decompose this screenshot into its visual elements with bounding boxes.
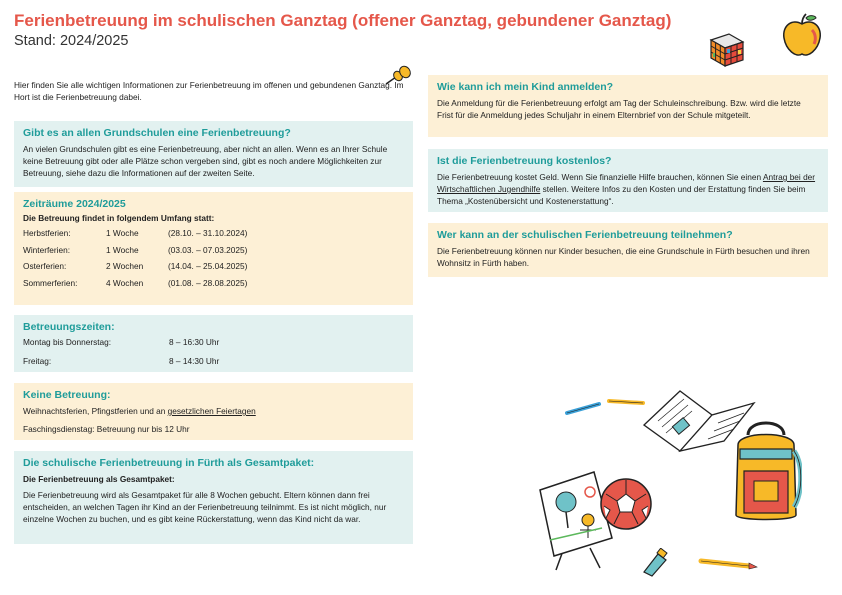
ball-icon [598, 476, 654, 532]
ferien-dates: (28.10. – 31.10.2024) [168, 228, 248, 238]
ferien-duration: 1 Woche [106, 244, 139, 255]
grundschulen-text: An vielen Grundschulen gibt es eine Ferienbetreuung, aber nicht an allen. Wenn es an Ihrer Schule keine Betreuung gibt oder alle Plätze schon vergeben sind, gibt es noch andere Möglichkeiten zur Betreuung, siehe dazu die Informationen auf der zweiten Seite. [23, 144, 388, 178]
ferien-dates: (03.03. – 07.03.2025) [168, 244, 248, 255]
ferien-row-sommer [23, 275, 404, 292]
ferien-row-oster [23, 258, 404, 275]
ferien-name: Sommerferien: [23, 277, 78, 288]
paint-tube-icon [640, 548, 670, 578]
gesamtpaket-box [14, 451, 413, 544]
ferien-row-herbst [23, 225, 404, 242]
keine-line2: Faschingsdienstag: Betreuung nur bis 12 Uhr [23, 424, 190, 434]
jugendhilfe-link[interactable]: Antrag bei der Wirtschaftlichen Jugendhilfe [437, 172, 816, 194]
ferien-duration: 4 Wochen [106, 277, 144, 288]
pencil-icon [697, 556, 759, 572]
kosten-heading: Ist die Ferienbetreuung kostenlos? [437, 155, 612, 167]
apple-icon [778, 12, 826, 60]
zeitraeume-subheading: Die Betreuung findet in folgendem Umfang statt: [23, 213, 215, 223]
teilnehmen-text: Die Ferienbetreuung können nur Kinder besuchen, die eine Grundschule in Fürth besuchen und ihren Wohnsitz in Fürth haben. [437, 246, 810, 268]
ferien-name: Herbstferien: [23, 228, 71, 238]
zeiten-days: Montag bis Donnerstag: [23, 337, 112, 347]
betreuungszeiten-box [14, 315, 413, 372]
backpack-icon [730, 415, 802, 525]
zeiten-time: 8 – 14:30 Uhr [169, 355, 220, 366]
ferien-dates: (01.08. – 28.08.2025) [168, 277, 248, 288]
kosten-box [428, 149, 828, 212]
page-title: Ferienbetreuung im schulischen Ganztag (offener Ganztag, gebundener Ganztag) [14, 11, 672, 30]
zeiten-time: 8 – 16:30 Uhr [169, 337, 220, 347]
betreuungszeiten-heading: Betreuungszeiten: [23, 321, 115, 333]
anmelden-heading: Wie kann ich mein Kind anmelden? [437, 81, 614, 93]
zeiten-days: Freitag: [23, 355, 52, 366]
zeitraeume-box [14, 192, 413, 305]
grundschulen-heading: Gibt es an allen Grundschulen eine Ferienbetreuung? [23, 127, 291, 139]
anmelden-text: Die Anmeldung für die Ferienbetreuung erfolgt am Tag der Schuleinschreibung. Bzw. wird die letzte Frist für die Anmeldung jedes Schuljahr in einem Elternbrief von der Schule mitgeteilt. [437, 98, 801, 120]
pencil-icon [565, 395, 647, 417]
feiertage-link[interactable]: gesetzlichen Feiertagen [167, 406, 256, 416]
keine-line1: Weihnachtsferien, Pfingstferien und an gesetzlichen Feiertagen [23, 406, 256, 416]
rubiks-cube-icon [707, 32, 747, 68]
intro-text: Hier finden Sie alle wichtigen Informationen zur Ferienbetreuung im offenen und gebundenen Ganztag. Im Hort ist die Ferienbetreuung dabei. [14, 80, 404, 102]
ferien-name: Osterferien: [23, 261, 67, 271]
gesamtpaket-heading: Die schulische Ferienbetreuung in Fürth als Gesamtpaket: [23, 457, 315, 469]
ferien-dates: (14.04. – 25.04.2025) [168, 261, 248, 271]
ferien-duration: 2 Wochen [106, 261, 144, 271]
ferien-row-winter [23, 242, 404, 259]
page-subtitle: Stand: 2024/2025 [14, 33, 129, 49]
teilnehmen-heading: Wer kann an der schulischen Ferienbetreuung teilnehmen? [437, 229, 733, 241]
zeitraeume-heading: Zeiträume 2024/2025 [23, 198, 126, 210]
keine-heading: Keine Betreuung: [23, 389, 111, 401]
zeiten-row [23, 353, 404, 370]
teilnehmen-box [428, 223, 828, 277]
grundschulen-box [14, 121, 413, 187]
ferien-duration: 1 Woche [106, 228, 139, 238]
zeiten-row [23, 334, 404, 351]
ferien-name: Winterferien: [23, 244, 71, 255]
gesamtpaket-text: Die Ferienbetreuung wird als Gesamtpaket für alle 8 Wochen gebucht. Eltern können dann frei entscheiden, an welchen Tagen ihr Kind an der Ferienbetreuung teilnimmt. Es ist nicht möglich, nur einzelne Wochen zu buchen, und es gibt keine Rückerstattung, wenn das Kind nicht da war. [23, 490, 387, 524]
gesamtpaket-subheading: Die Ferienbetreuung als Gesamtpaket: [23, 474, 175, 484]
anmelden-box [428, 75, 828, 137]
kosten-text: Die Ferienbetreuung kostet Geld. Wenn Sie finanzielle Hilfe brauchen, können Sie einen Antrag bei der Wirtschaftlichen Jugendhilfe stellen. Weitere Infos zu den Kosten und der Erstattung finden Sie beim Thema „Kostenübersicht und Kostenerstattung“. [437, 172, 816, 206]
keine-betreuung-box [14, 383, 413, 440]
